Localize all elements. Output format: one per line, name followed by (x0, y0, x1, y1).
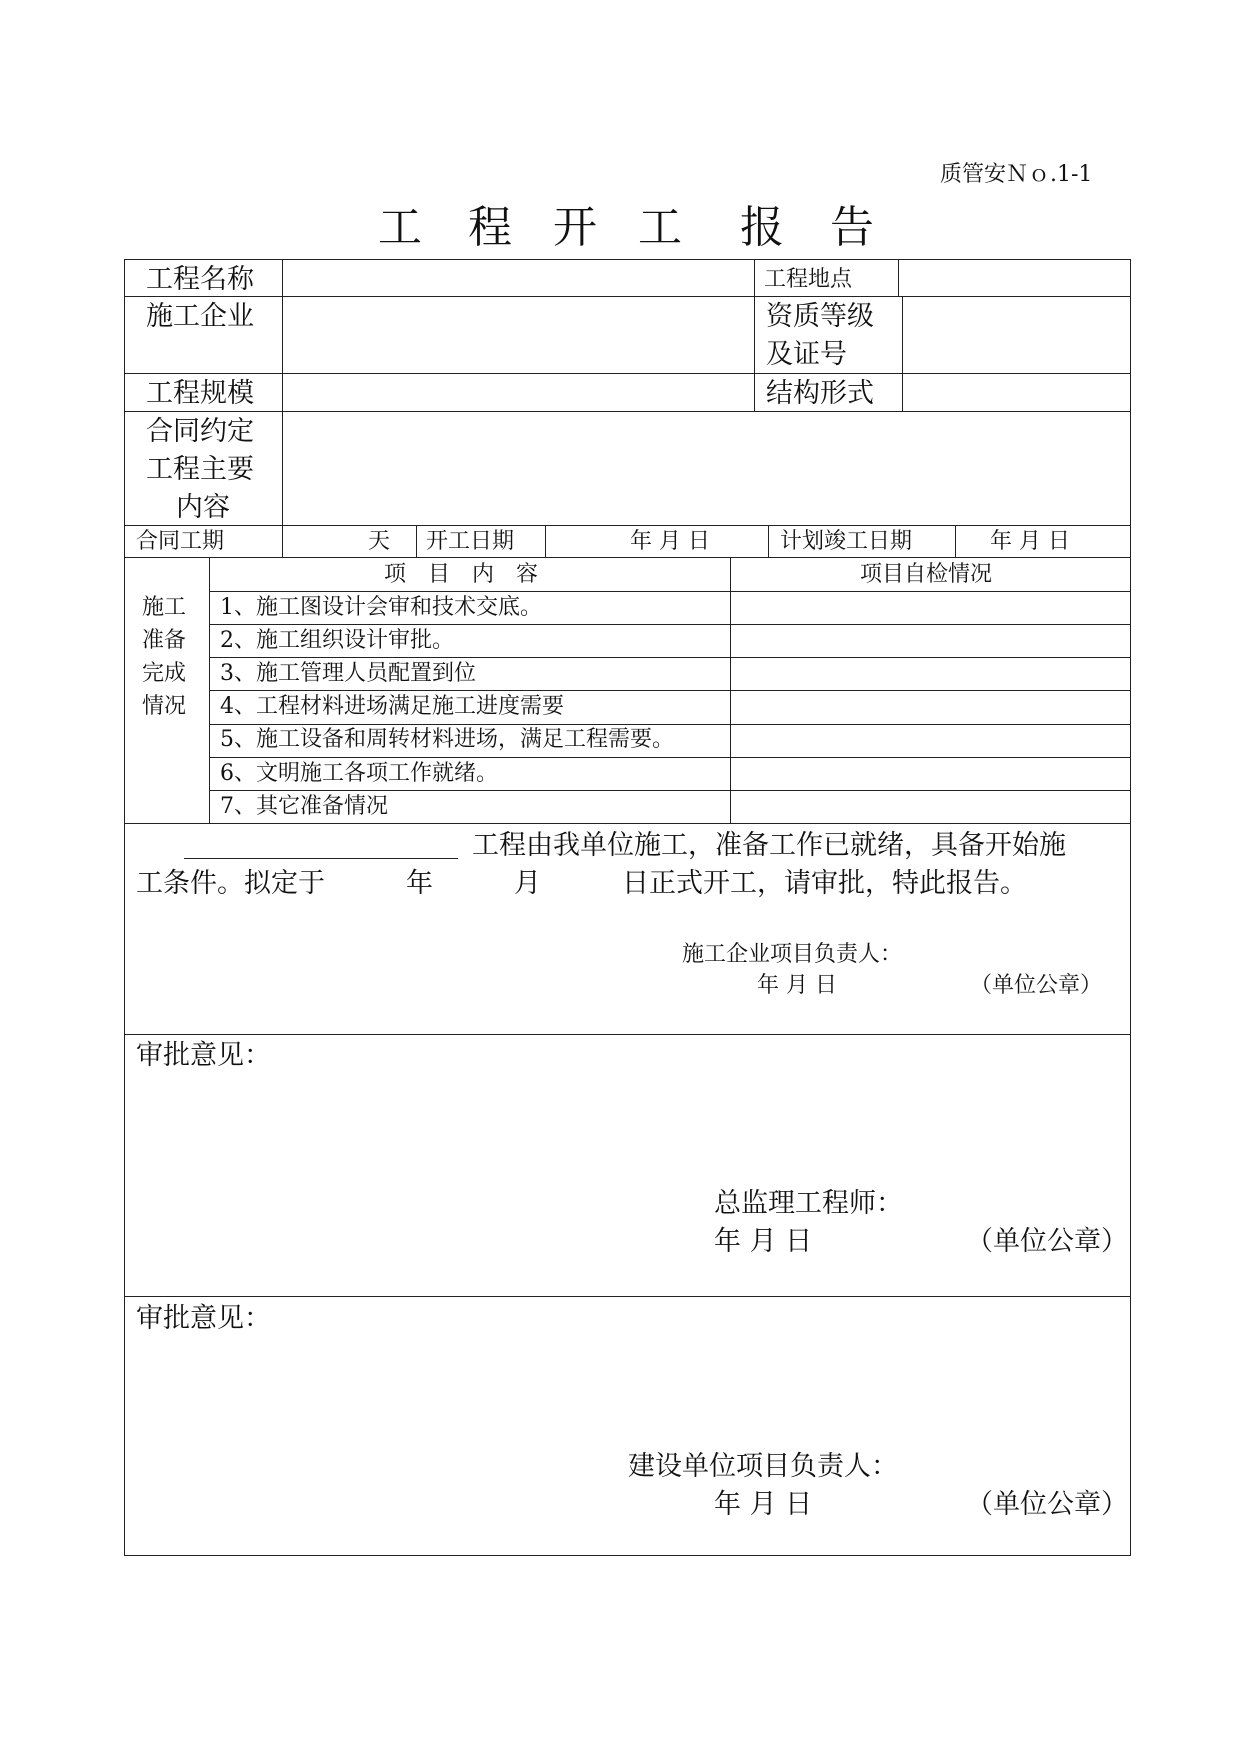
col-line (730, 557, 731, 823)
title-char: 工 (378, 202, 422, 253)
row-line (209, 624, 1131, 625)
table-border-bottom (124, 1555, 1131, 1556)
contractor-sign-date: 年 月 日 (757, 973, 837, 998)
approval-1-label: 审批意见： (136, 1040, 271, 1071)
prep-item: 6、文明施工各项工作就绪。 (220, 761, 498, 786)
row-line (124, 373, 1131, 374)
col-line (545, 525, 546, 557)
project-site-label: 工程地点 (764, 267, 853, 292)
project-name-blank (184, 858, 458, 859)
col-line (754, 259, 755, 411)
prep-side-label: 准备 (142, 628, 187, 653)
row-line (209, 724, 1131, 725)
col-line (282, 525, 283, 557)
title-char: 报 (740, 202, 784, 253)
form-code: 质管安Ｎｏ.1-1 (940, 162, 1093, 187)
owner-label: 建设单位项目负责人： (628, 1451, 898, 1482)
prep-item: 3、施工管理人员配置到位 (220, 661, 476, 686)
statement-line-2: 工条件。拟定于 年 月 日正式开工，请审批，特此报告。 (136, 868, 1027, 899)
row-line (209, 690, 1131, 691)
row-line (124, 557, 1131, 558)
row-line (209, 591, 1131, 592)
row-line (124, 296, 1131, 297)
project-name-label: 工程名称 (146, 264, 254, 295)
prep-item: 7、其它准备情况 (220, 794, 388, 819)
start-date-label: 开工日期 (426, 529, 515, 554)
contract-content-label: 内容 (176, 492, 230, 523)
row-line (209, 657, 1131, 658)
title-char: 程 (468, 202, 512, 253)
statement-line-1: 工程由我单位施工，准备工作已就绪，具备开始施 (472, 830, 1066, 861)
col-line (768, 525, 769, 557)
items-header: 项 目 内 容 (384, 562, 539, 587)
row-line (124, 1296, 1131, 1297)
days-unit: 天 (368, 529, 391, 554)
approval-1-seal: （单位公章） (966, 1226, 1128, 1257)
prep-side-label: 施工 (142, 595, 187, 620)
contractor-sign-label: 施工企业项目负责人： (682, 942, 903, 967)
prep-item: 4、工程材料进场满足施工进度需要 (220, 694, 564, 719)
prep-item: 1、施工图设计会审和技术交底。 (220, 595, 542, 620)
col-line (282, 259, 283, 525)
row-line (209, 757, 1131, 758)
contractor-seal: （单位公章） (970, 973, 1103, 998)
prep-item: 2、施工组织设计审批。 (220, 628, 454, 653)
contract-content-label: 合同约定 (146, 416, 254, 447)
prep-side-label: 情况 (142, 694, 187, 719)
completion-date-value: 年 月 日 (990, 529, 1070, 554)
start-date-value: 年 月 日 (630, 529, 710, 554)
col-line (416, 525, 417, 557)
title-char: 工 (638, 202, 682, 253)
col-line (898, 259, 899, 296)
table-border-right (1130, 259, 1131, 1555)
supervisor-label: 总监理工程师： (714, 1188, 903, 1219)
row-line (124, 1034, 1131, 1035)
col-line (955, 525, 956, 557)
title-char: 告 (830, 202, 874, 253)
prep-item: 5、施工设备和周转材料进场，满足工程需要。 (220, 727, 674, 752)
prep-side-label: 完成 (142, 661, 187, 686)
scale-label: 工程规模 (146, 378, 254, 409)
row-line (124, 411, 1131, 412)
qualification-label: 及证号 (766, 339, 847, 370)
col-line (209, 557, 210, 823)
selfcheck-header: 项目自检情况 (860, 562, 993, 587)
contract-content-label: 工程主要 (146, 454, 254, 485)
col-line (902, 296, 903, 411)
qualification-label: 资质等级 (766, 301, 874, 332)
approval-2-date: 年 月 日 (714, 1489, 813, 1520)
row-line (124, 525, 1131, 526)
title-char: 开 (553, 202, 597, 253)
approval-2-label: 审批意见： (136, 1303, 271, 1334)
table-border-top (124, 259, 1131, 260)
approval-1-date: 年 月 日 (714, 1226, 813, 1257)
row-line (209, 790, 1131, 791)
contractor-label: 施工企业 (146, 301, 254, 332)
structure-label: 结构形式 (766, 378, 874, 409)
table-border-left (124, 259, 125, 1555)
planned-completion-label: 计划竣工日期 (780, 529, 913, 554)
row-line (124, 823, 1131, 824)
approval-2-seal: （单位公章） (966, 1489, 1128, 1520)
contract-period-label: 合同工期 (136, 529, 225, 554)
